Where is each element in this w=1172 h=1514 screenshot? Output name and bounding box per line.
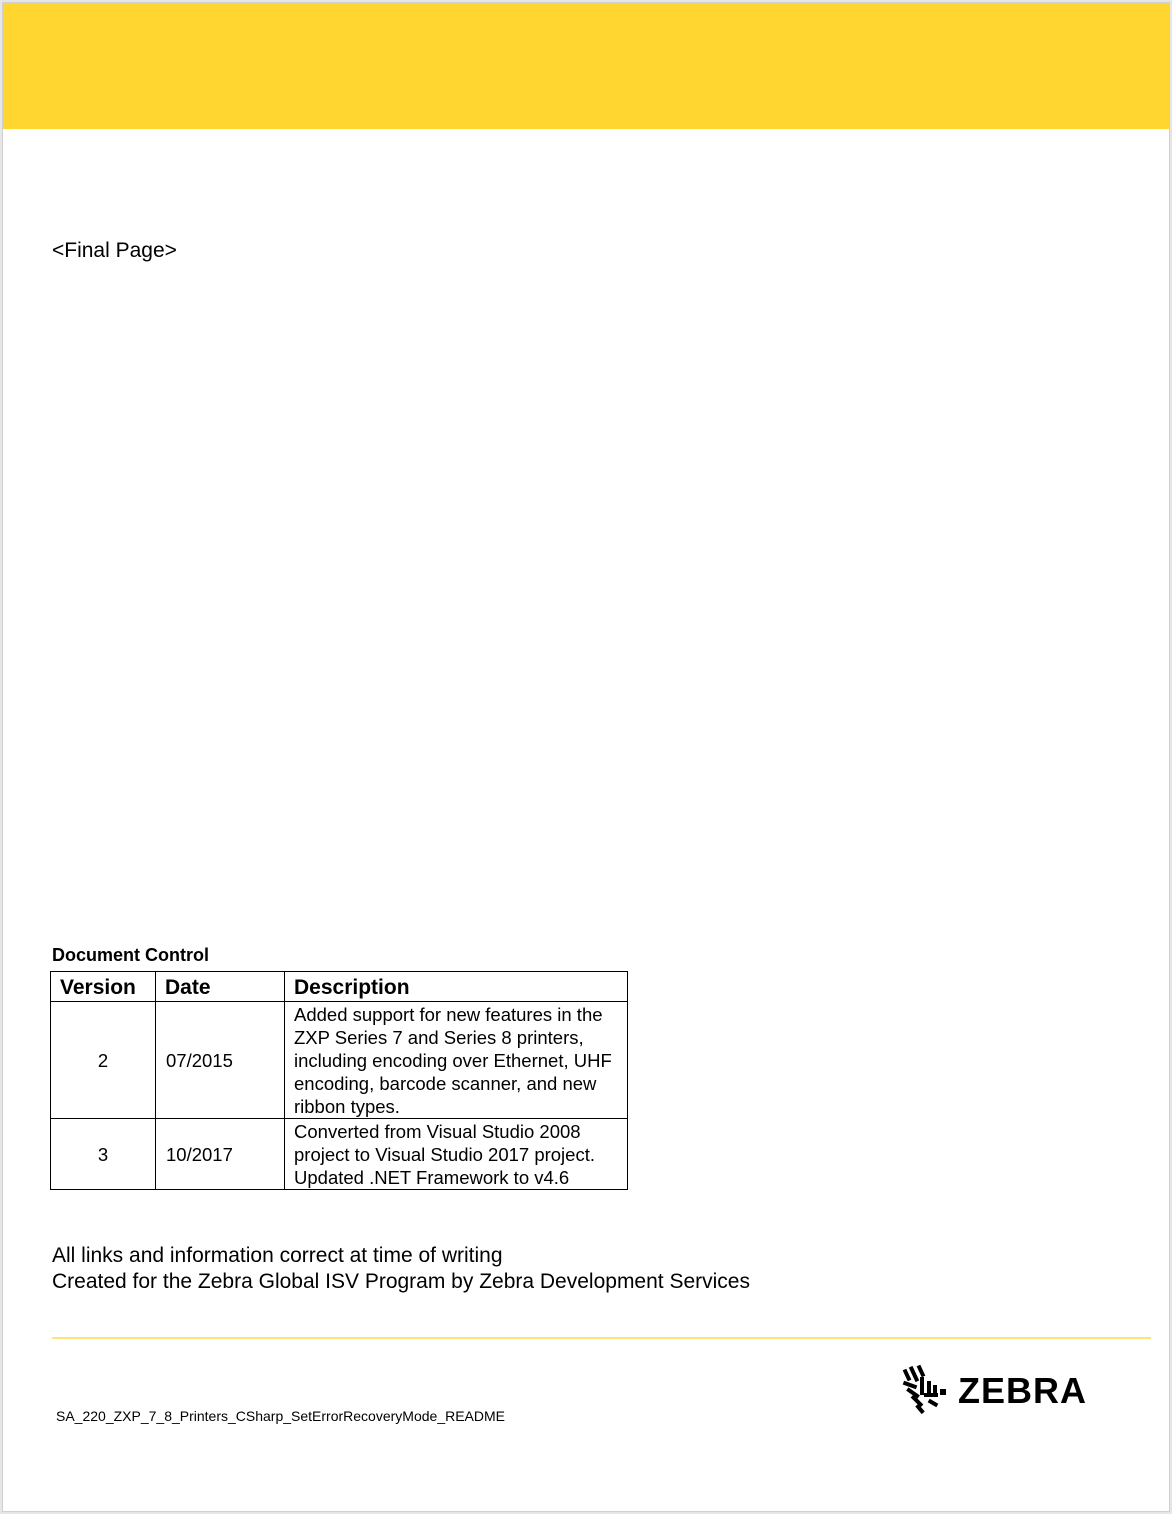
column-header-version: Version bbox=[51, 972, 156, 1002]
footer-line-credits: Created for the Zebra Global ISV Program by Zebra Development Services bbox=[52, 1270, 750, 1293]
document-control-title: Document Control bbox=[52, 945, 209, 965]
table-row bbox=[51, 1119, 628, 1190]
column-header-date: Date bbox=[156, 972, 285, 1002]
document-page bbox=[2, 2, 1170, 1512]
cell-description: Converted from Visual Studio 2008 project to Visual Studio 2017 project. Updated .NET Framework to v4.6 bbox=[285, 1119, 628, 1190]
document-id: SA_220_ZXP_7_8_Printers_CSharp_SetErrorRecoveryMode_README bbox=[56, 1408, 505, 1424]
footer-divider bbox=[52, 1337, 1151, 1339]
header-band bbox=[3, 3, 1169, 129]
cell-version: 3 bbox=[51, 1119, 156, 1190]
table-row bbox=[51, 1002, 628, 1119]
cell-date: 07/2015 bbox=[156, 1002, 285, 1119]
footer-line-accuracy: All links and information correct at time of writing bbox=[52, 1244, 503, 1267]
cell-description: Added support for new features in the ZXP Series 7 and Series 8 printers, including encoding over Ethernet, UHF encoding, barcode scanner, and new ribbon types. bbox=[285, 1002, 628, 1119]
cell-version: 2 bbox=[51, 1002, 156, 1119]
zebra-wordmark: ZEBRA bbox=[958, 1370, 1087, 1411]
document-control-table bbox=[50, 971, 628, 1190]
table-header-row bbox=[51, 972, 628, 1002]
final-page-label: <Final Page> bbox=[52, 239, 177, 262]
footer-notes bbox=[52, 1243, 750, 1295]
column-header-description: Description bbox=[285, 972, 628, 1002]
cell-date: 10/2017 bbox=[156, 1119, 285, 1190]
zebra-logo bbox=[900, 1363, 1085, 1423]
zebra-head-icon bbox=[900, 1363, 958, 1423]
